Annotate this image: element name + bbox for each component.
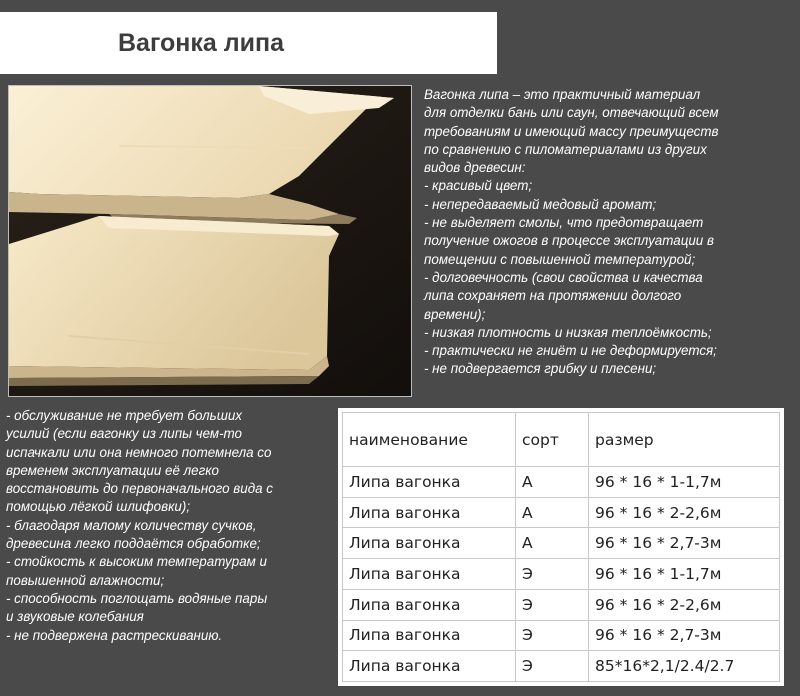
cell-grade: А xyxy=(516,497,589,528)
feature-line: помощью лёгкой шлифовки); xyxy=(6,499,191,515)
product-table xyxy=(342,412,780,682)
description-line: по сравнению с пиломатериалами из других xyxy=(424,141,707,157)
feature-line: усилий (если вагонку из липы чем-то xyxy=(6,426,242,442)
table-row xyxy=(343,528,780,559)
cell-grade: Э xyxy=(516,620,589,651)
table-row xyxy=(343,589,780,620)
description-line: для отделки бань или саун, отвечающий всем xyxy=(424,105,719,121)
description-text xyxy=(424,86,796,379)
cell-grade: А xyxy=(516,467,589,498)
feature-line: испачкали или она немного потемнела со xyxy=(6,444,272,460)
table-row xyxy=(343,651,780,682)
cell-size: 96 * 16 * 2-2,6м xyxy=(589,497,780,528)
wood-boards-image xyxy=(9,86,412,397)
feature-line: временем эксплуатации её легко xyxy=(6,462,220,478)
table-row xyxy=(343,467,780,498)
features-text xyxy=(6,407,336,645)
cell-size: 96 * 16 * 2,7-3м xyxy=(589,528,780,559)
cell-size: 96 * 16 * 2-2,6м xyxy=(589,589,780,620)
cell-grade: Э xyxy=(516,589,589,620)
description-line: требованиям и имеющий массу преимуществ xyxy=(424,123,719,139)
description-line: времени); xyxy=(424,306,486,322)
title-banner xyxy=(0,12,497,74)
table-row xyxy=(343,620,780,651)
cell-grade: Э xyxy=(516,559,589,590)
cell-grade: Э xyxy=(516,651,589,682)
feature-line: - не подвержена растрескиванию. xyxy=(6,627,223,643)
feature-line: повышенной влажности; xyxy=(6,572,165,588)
cell-name: Липа вагонка xyxy=(343,497,516,528)
description-line: - низкая плотность и низкая теплоёмкость; xyxy=(424,324,712,340)
price-table-container xyxy=(338,408,784,686)
feature-line: древесина легко поддаётся обработке; xyxy=(6,536,261,552)
cell-size: 96 * 16 * 1-1,7м xyxy=(589,467,780,498)
feature-line: - стойкость к высоким температурам и xyxy=(6,554,267,570)
description-line: - долговечность (свои свойства и качества xyxy=(424,269,703,285)
page-title: Вагонка липа xyxy=(118,28,285,57)
description-line: липа сохраняет на протяжении долгого xyxy=(424,288,682,304)
description-line: помещении с повышенной температурой; xyxy=(424,251,696,267)
product-photo xyxy=(8,85,412,397)
table-row xyxy=(343,497,780,528)
feature-line: - обслуживание не требует больших xyxy=(6,408,242,423)
table-header-row xyxy=(343,413,780,467)
cell-name: Липа вагонка xyxy=(343,651,516,682)
feature-line: - способность поглощать водяные пары xyxy=(6,590,268,606)
cell-name: Липа вагонка xyxy=(343,589,516,620)
description-line: - не выделяет смолы, что предотвращает xyxy=(424,215,704,231)
description-line: видов древесин: xyxy=(424,160,526,176)
feature-line: восстановить до первоначального вида с xyxy=(6,481,274,497)
cell-size: 85*16*2,1/2.4/2.7 xyxy=(589,651,780,682)
description-line: - красивый цвет; xyxy=(424,178,533,194)
cell-name: Липа вагонка xyxy=(343,620,516,651)
cell-name: Липа вагонка xyxy=(343,528,516,559)
cell-size: 96 * 16 * 2,7-3м xyxy=(589,620,780,651)
cell-grade: А xyxy=(516,528,589,559)
header-size: размер xyxy=(589,413,780,467)
feature-line: - благодаря малому количеству сучков, xyxy=(6,517,257,533)
table-row xyxy=(343,559,780,590)
cell-name: Липа вагонка xyxy=(343,559,516,590)
feature-line: и звуковые колебания xyxy=(6,609,144,625)
description-line: - практически не гниёт и не деформируется; xyxy=(424,343,717,359)
header-name: наименование xyxy=(343,413,516,467)
header-grade: сорт xyxy=(516,413,589,467)
cell-size: 96 * 16 * 1-1,7м xyxy=(589,559,780,590)
description-line: - непередаваемый медовый аромат; xyxy=(424,196,657,212)
description-line: Вагонка липа – это практичный материал xyxy=(424,87,701,102)
description-line: - не подвергается грибку и плесени; xyxy=(424,361,657,377)
cell-name: Липа вагонка xyxy=(343,467,516,498)
description-line: получение ожогов в процессе эксплуатации в xyxy=(424,233,714,249)
